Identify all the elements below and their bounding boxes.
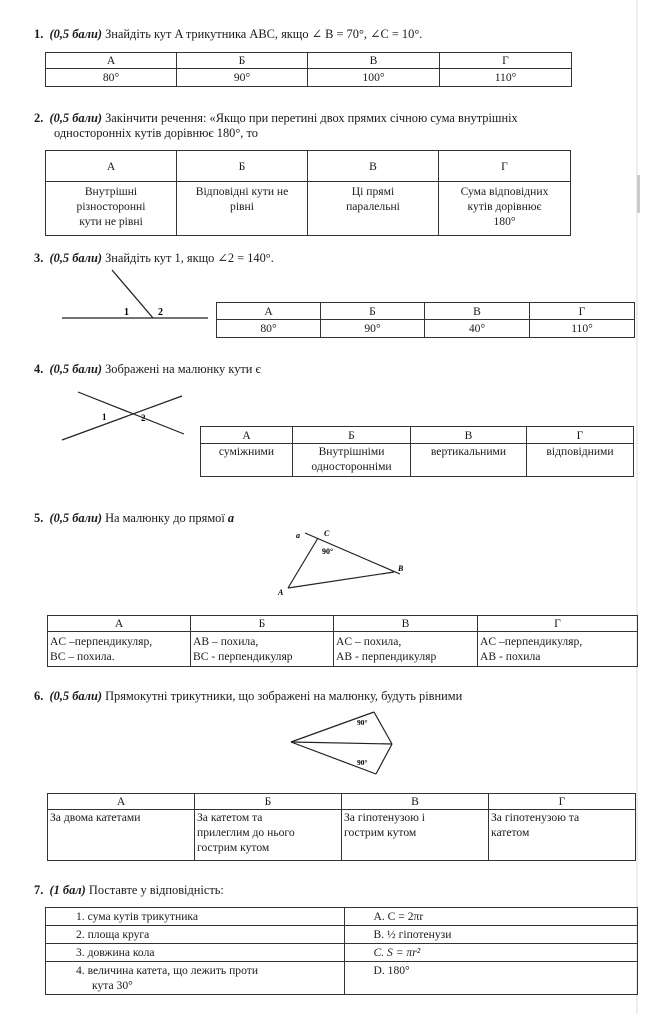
angle-label-2: 2 <box>141 413 146 423</box>
option-a[interactable]: AC –перпендикуляр, BC – похила. <box>48 632 191 667</box>
question-points: (0,5 бали) <box>49 251 102 265</box>
option-header-g: Г <box>527 427 634 444</box>
angle-label-1: 1 <box>124 307 129 318</box>
ray-line <box>112 270 153 318</box>
match-right-b[interactable]: B. ½ гіпотенузи <box>345 926 638 944</box>
line-a <box>305 533 400 574</box>
question-number: 6. <box>34 689 44 703</box>
option-header-g: Г <box>489 794 636 810</box>
question-number: 7. <box>34 883 44 897</box>
label-c: C <box>324 529 330 538</box>
match-left-4[interactable]: 4. величина катета, що лежить проти кута 30° <box>46 962 345 995</box>
option-header-b: Б <box>321 303 425 320</box>
angle-label-2: 2 <box>158 307 163 318</box>
question-points: (1 бал) <box>49 883 86 897</box>
figure-q4-angles <box>56 388 188 444</box>
question-number: 1. <box>34 27 44 41</box>
label-b: B <box>398 564 404 573</box>
option-v[interactable]: AC – похила, AB - перпендикуляр <box>334 632 478 667</box>
option-v[interactable]: За гіпотенузою і гострим кутом <box>342 810 489 861</box>
option-header-v: В <box>411 427 527 444</box>
scrollbar-thumb[interactable] <box>637 175 640 213</box>
question-points: (0,5 бали) <box>49 689 102 703</box>
option-header-a: А <box>48 794 195 810</box>
question-2-text-line2: односторонніх кутів дорівнює 180°, то <box>54 126 258 140</box>
label-90: 90° <box>322 547 334 556</box>
option-header-b: Б <box>191 616 334 632</box>
option-v[interactable]: Ці прямі паралельні <box>308 182 439 236</box>
option-g[interactable]: За гіпотенузою та катетом <box>489 810 636 861</box>
question-text: Поставте у відповідність: <box>88 883 224 897</box>
answer-table-1 <box>45 52 572 87</box>
option-header-a: А <box>201 427 293 444</box>
line-2 <box>62 396 182 440</box>
option-header-v: В <box>334 616 478 632</box>
option-g[interactable]: 110° <box>530 320 635 338</box>
option-header-v: В <box>425 303 530 320</box>
option-b[interactable]: 90° <box>321 320 425 338</box>
segment-ac <box>288 538 318 588</box>
option-v[interactable]: 40° <box>425 320 530 338</box>
option-a[interactable]: Внутрішні різносторонні кути не рівні <box>46 182 177 236</box>
common-side <box>291 742 392 744</box>
question-text: На малюнку до прямої <box>105 511 225 525</box>
option-b[interactable]: За катетом та прилеглим до нього гострим кутом <box>195 810 342 861</box>
label-90-top: 90° <box>357 718 368 727</box>
question-number: 2. <box>34 111 44 125</box>
option-header-a: А <box>46 151 177 182</box>
question-text: Знайдіть кут A трикутника ABC, якщо ∠ B = 70°, ∠C = 10°. <box>105 27 423 41</box>
question-points: (0,5 бали) <box>49 111 102 125</box>
option-header-b: Б <box>293 427 411 444</box>
angle-label-1: 1 <box>102 412 107 422</box>
option-a[interactable]: 80° <box>217 320 321 338</box>
option-header-b: Б <box>177 151 308 182</box>
match-right-a[interactable]: A. C = 2πr <box>345 908 638 926</box>
option-header-g: Г <box>530 303 635 320</box>
question-7 <box>34 883 224 898</box>
option-v[interactable]: 100° <box>308 69 440 87</box>
option-header-b: Б <box>195 794 342 810</box>
question-4 <box>34 362 261 377</box>
option-header-a: А <box>48 616 191 632</box>
option-header-g: Г <box>440 53 572 69</box>
option-a[interactable]: суміжними <box>201 444 293 477</box>
option-b[interactable]: 90° <box>177 69 308 87</box>
label-a-line: a <box>296 531 300 540</box>
label-a-point: A <box>278 588 284 597</box>
option-g[interactable]: AC –перпендикуляр, AB - похила <box>478 632 638 667</box>
match-right-c[interactable]: C. S = πr² <box>345 944 638 962</box>
question-points: (0,5 бали) <box>49 27 102 41</box>
option-b[interactable]: AB – похила, BC - перпендикуляр <box>191 632 334 667</box>
figure-q5-triangle <box>272 526 412 598</box>
leg-top <box>374 712 392 744</box>
option-header-v: В <box>342 794 489 810</box>
side-top <box>291 712 374 742</box>
figure-q3-angles <box>58 266 218 326</box>
question-text: Знайдіть кут 1, якщо ∠2 = 140°. <box>105 251 274 265</box>
leg-bottom <box>376 744 392 774</box>
match-left-1[interactable]: 1. сума кутів трикутника <box>46 908 345 926</box>
option-a[interactable]: За двома катетами <box>48 810 195 861</box>
question-5 <box>34 511 234 526</box>
segment-ab <box>288 572 394 588</box>
option-header-v: В <box>308 151 439 182</box>
answer-table-3 <box>216 302 635 338</box>
question-1 <box>34 27 422 42</box>
option-g[interactable]: Сума відповідних кутів дорівнює 180° <box>439 182 571 236</box>
option-a[interactable]: 80° <box>46 69 177 87</box>
figure-q6-triangles <box>286 708 396 778</box>
option-header-v: В <box>308 53 440 69</box>
match-left-2[interactable]: 2. площа круга <box>46 926 345 944</box>
option-header-g: Г <box>439 151 571 182</box>
option-header-a: А <box>217 303 321 320</box>
question-text: Прямокутні трикутники, що зображені на малюнку, будуть рівними <box>105 689 463 703</box>
question-number: 4. <box>34 362 44 376</box>
question-text: Закінчити речення: «Якщо при перетині двох прямих січною сума внутрішніх <box>105 111 518 125</box>
question-text: Зображені на малюнку кути є <box>105 362 261 376</box>
answer-table-2 <box>45 150 571 236</box>
option-b[interactable]: Відповідні кути не рівні <box>177 182 308 236</box>
option-v[interactable]: вертикальними <box>411 444 527 477</box>
match-left-3[interactable]: 3. довжина кола <box>46 944 345 962</box>
match-right-d[interactable]: D. 180° <box>345 962 638 995</box>
option-g[interactable]: 110° <box>440 69 572 87</box>
option-header-b: Б <box>177 53 308 69</box>
option-header-a: А <box>46 53 177 69</box>
question-3 <box>34 251 274 266</box>
answer-table-5 <box>47 615 638 667</box>
option-header-g: Г <box>478 616 638 632</box>
question-number: 5. <box>34 511 44 525</box>
label-90-bottom: 90° <box>357 758 368 767</box>
answer-table-4 <box>200 426 634 477</box>
page-edge <box>636 0 638 1014</box>
option-g[interactable]: відповідними <box>527 444 634 477</box>
matching-table <box>45 907 638 995</box>
question-points: (0,5 бали) <box>49 511 102 525</box>
option-b[interactable]: Внутрішніми односторонніми <box>293 444 411 477</box>
line-name: a <box>227 511 235 525</box>
question-points: (0,5 бали) <box>49 362 102 376</box>
answer-table-6 <box>47 793 636 861</box>
question-6 <box>34 689 462 704</box>
question-2 <box>34 111 518 126</box>
question-number: 3. <box>34 251 44 265</box>
